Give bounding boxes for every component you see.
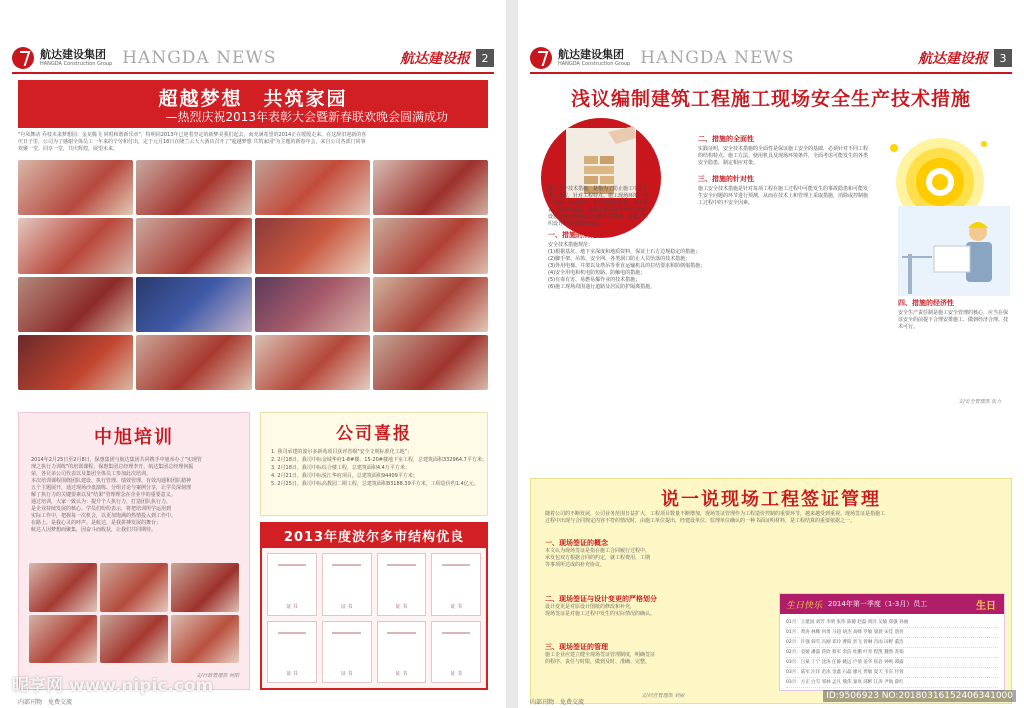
certificate [322, 621, 372, 684]
article-paragraph: 施工安全技术措施是针对每项工程在施工过程中可能发生的事故隐患和可能发生安全问题的环节进行预测，从而在技术上和管理上采取措施，消除或控制施工过程中的不安全因素。 [698, 186, 869, 206]
footer-right: 内部刊物 免费交流 [530, 699, 585, 706]
section-heading: 三、措施的针对性 [698, 175, 754, 183]
event-photo [373, 277, 488, 332]
event-photo-grid [18, 160, 488, 390]
article-line: 安全技术措施规范： [548, 242, 594, 248]
article-intro [18, 132, 488, 153]
notice-title: 公司喜报 [336, 424, 412, 444]
paper-title: 航达建设报 [400, 51, 470, 67]
intro-line: 庆日子里，公司为了感谢全体员工一年来的辛劳和付出，定于元月18日在隆兰云天大酒店召开了"超越梦想 共筑家园"为主题的新春年会，来自公司各部门同事 [18, 139, 366, 145]
notice-box [260, 412, 488, 516]
article-line: 备、变配电设施、架设工具以及各项安全防护 [548, 207, 649, 213]
visa-intro [545, 511, 997, 525]
notice-item: 1. 我司承建的波尔多新苑项目获评省级"安全文明标准化工地"； [271, 449, 412, 455]
event-photo [18, 277, 133, 332]
page-number: 2 [476, 49, 494, 67]
training-line: 2014年2月25日至2月8日，保惠集团与航达集团共同携手中旭举办了"实现管 [31, 457, 202, 463]
certificate [377, 621, 427, 684]
training-line: 航达人因梦想而聚集，因奋斗而收获，让我们共同期待。 [31, 527, 157, 533]
visa-management-box [530, 478, 1012, 704]
visa-intro-line: 过程中出现与合同规定内容不符的情况时，由施工单位提出，经建设单位、监理单位确认的一种书面证明材料，是工程结算的重要依据之一。 [545, 518, 856, 524]
event-photo [136, 160, 251, 215]
notice-item: 4. 2月21日，我司中标悦江华府项目，总建筑面积94409平方米； [271, 473, 418, 479]
certificate [431, 553, 481, 616]
event-photo [255, 160, 370, 215]
visa-line: 本文认为现场签证是指在施工合同履行过程中， [545, 548, 651, 554]
page-gutter [506, 0, 518, 708]
event-photo [255, 335, 370, 390]
article-column-1 [548, 186, 706, 291]
visa-line: 设计变更是对原设计图纸的修改和补充， [545, 604, 636, 610]
birthday-row: 03月：吕斌 丁宁 沈涛 任静 姚远 卢倩 姜华 崔岩 钟鸣 谭露 [786, 658, 998, 668]
company-logo-icon [530, 47, 552, 69]
certificate [377, 553, 427, 616]
article-line: (6)施工现场周围通行道路及居民防护隔离措施。 [548, 284, 656, 290]
certificate-banner: 2013年度波尔多市结构优良 [260, 522, 488, 548]
safety-article-credit: 文/安全管理部 张力 [958, 399, 1002, 405]
section-heading: 四、措施的经济性 [898, 299, 954, 307]
safety-article-title: 浅议编制建筑工程施工现场安全生产技术措施 [570, 88, 971, 110]
visa-line: 等事项所达成的补充协议。 [545, 562, 606, 568]
training-line: 在路上，是我心灵的呼声。是航达，是我拼搏发展的舞台； [31, 520, 162, 526]
article-line: 工方法、劳动组织、作业使用的机械、动力设 [548, 200, 649, 206]
visa-section-1 [545, 539, 765, 569]
article-line: 织设计的重要组成部分。 [548, 221, 604, 227]
article-line: (1)根据基坑、地下室深度和地质资料，保证土石方边规稳定的措施； [548, 249, 701, 255]
company-logo-icon [12, 47, 34, 69]
training-line: 通过培训，大家一致认为：提升个人执行力，打造团队执行力， [31, 499, 172, 505]
visa-line: 施工企业应建立健全现场签证管理制度，明确签证 [545, 652, 656, 658]
training-line: 荣，各兄弟公司代表以及集团全体员工参加此次培训。 [31, 471, 152, 477]
company-name-en: HANGDA Construction Group [558, 61, 631, 67]
footer-left: 内部刊物 免费交流 [18, 699, 73, 706]
training-credit: 文/行政管理部 何阳 [195, 673, 239, 679]
certificate [322, 553, 372, 616]
company-name-en: HANGDA Construction Group [40, 61, 113, 67]
training-photo [100, 563, 168, 612]
engineer-image [898, 206, 1010, 296]
visa-section-heading: 二、现场签证与设计变更的严格划分 [545, 595, 657, 603]
training-title: 中旭培训 [94, 427, 174, 448]
hangda-news-label: HANGDA NEWS [640, 48, 795, 68]
company-logo-text [40, 49, 112, 67]
certificate [431, 621, 481, 684]
section-heading: 二、措施的全面性 [698, 135, 754, 143]
headline-banner [18, 80, 488, 128]
left-page [0, 0, 506, 708]
training-line: 解了执行力的关键要素以及"结果"管理理念在企业中的重要意义。 [31, 492, 176, 498]
training-photo [100, 615, 168, 664]
article-line: 伤亡事故，针对工程特点、施工现场环境、施 [548, 193, 649, 199]
article-line: (4)安全用电和机电防短路、防触电的措施； [548, 270, 646, 276]
birthday-row: 01月：王建国 刘芳 李明 张伟 陈静 赵磊 周洋 吴敏 郑强 孙丽 [786, 618, 998, 628]
training-line: 实际工作中，把握每一次机会，以更加饱满的热情投入到工作中。 [31, 513, 177, 519]
notice-item: 3. 2月18日，我司中标综合楼工程，总建筑面积4.4万平方米； [271, 465, 410, 471]
training-text [31, 457, 237, 534]
watermark-text: 昵享网 www.nipic.com [12, 676, 214, 696]
article-column-3 [898, 296, 1010, 331]
article-line: (2)脚手架、吊篮、安全网、各类洞口防止人员坠落的技术措施； [548, 256, 691, 262]
birthday-list [780, 614, 1004, 692]
certificate-grid [260, 548, 488, 690]
visa-section-heading: 一、现场签证的概念 [545, 539, 608, 547]
visa-article-credit: 文/经营管理部 刘丽 [641, 693, 685, 699]
right-page [518, 0, 1024, 708]
training-photo-grid [29, 563, 239, 663]
article-line: (5)有毒有害、易燃易爆作业的技术措施； [548, 277, 641, 283]
visa-line: 现场签证是对施工过程中发生的实际情况的确认。 [545, 611, 656, 617]
training-photo [171, 615, 239, 664]
article-line: 设施等制定的确保安全施工的措施，是施工组 [548, 214, 649, 220]
training-photo [29, 563, 97, 612]
training-line: 理之执行力训练"的培训课程，保惠集团总经理李开，航达集团总经理何振 [31, 464, 194, 470]
birthday-row: 01月：黄涛 林娜 何勇 马超 胡杰 高峰 罗敏 梁晨 宋佳 唐亮 [786, 628, 998, 638]
event-photo [255, 277, 370, 332]
watermark-id: ID:9506923 NO:20180316152406341000 [823, 690, 1016, 702]
visa-section-3 [545, 643, 765, 666]
company-name: 航达建设集团 [40, 48, 106, 61]
birthday-header-text: 2014年第一季度（1-3月）员工 [828, 600, 928, 608]
article-paragraph: 实践证明，安全技术措施的全面性是保证施工安全的基础，必须针对不同工程的结构特点、施工方法、使用机具及现场环境条件，全面考虑可能发生的各类安全隐患，制定相应对策。 [698, 146, 869, 166]
page-number: 3 [994, 49, 1012, 67]
article-line: 施工安全技术措施，是指为了防止施工中发生 [548, 186, 649, 192]
event-photo [18, 160, 133, 215]
birthday-panel [779, 593, 1005, 691]
section-heading: 一、措施的规范 [548, 231, 597, 239]
training-box [18, 412, 250, 690]
event-photo [136, 218, 251, 273]
event-photo [255, 218, 370, 273]
event-photo [136, 277, 251, 332]
birthday-badge: 生日快乐 [786, 600, 823, 611]
event-photo [136, 335, 251, 390]
visa-article-title: 说一说现场工程签证管理 [661, 489, 881, 510]
training-photo [171, 563, 239, 612]
training-line: 本次培训课程围绕团队建设、执行管理、绩效管理、有效沟通和团队精神 [31, 478, 192, 484]
intro-line: "丹凤舞动 乔枝未来梦想园：金龙腾飞 同唱和谐新乐章"，特明同2013年已迎着坚定的新梦美我们起去，而充满希望的2014正在缓缓走来。在这辞旧迎新的喜 [18, 132, 367, 138]
headline-subtitle: —热烈庆祝2013年表彰大会暨新春联欢晚会圆满成功 [165, 110, 448, 124]
visa-section-2 [545, 595, 765, 618]
training-line: 是企业持续发展的核心。学员们纷纷表示，将把培训所学运用到 [31, 506, 172, 512]
company-logo-text [558, 49, 630, 67]
visa-line: 的程序、责任与时限，做到及时、准确、完整。 [545, 659, 651, 665]
event-photo [18, 335, 133, 390]
visa-intro-line: 随着公司的不断发展，公司业务范围日益扩大，工程项目数量不断增加，现场签证管理作为工程造价控制的重要环节，越来越受到重视。现场签证是指施工 [545, 511, 886, 517]
masthead-left [12, 44, 494, 74]
event-photo [373, 335, 488, 390]
birthday-row: 03月：陆军 汪洋 范冰 金鑫 石磊 廖凡 贾敏 夏天 韦东 付蓉 [786, 668, 998, 678]
training-photo [29, 615, 97, 664]
event-photo [18, 218, 133, 273]
article-paragraph: 安全生产责任制是施工安全管理的核心，应当在保证安全的前提下合理安排施工，做到经济合理、技术可行。 [898, 310, 1009, 330]
certificate [267, 621, 317, 684]
birthday-row: 03月：方正 白雪 邹林 孟凡 熊伟 秦岚 邱彬 江涛 尹航 薛红 [786, 678, 998, 688]
company-name: 航达建设集团 [558, 48, 624, 61]
article-line: (3)外用电梯、井架以及塔吊等垂直运输机具的拉结要求和防倒塌措施； [548, 263, 706, 269]
birthday-row: 02月：许强 韩雪 冯刚 邓玲 曹阳 彭飞 曾琳 肖雨 田野 董浩 [786, 638, 998, 648]
visa-line: 承发包双方根据合同的约定，就工程费用、工期 [545, 555, 651, 561]
birthday-row: 02月：袁媛 潘磊 蒋欣 蔡军 余洁 杜鹏 叶青 程凯 魏然 苏娟 [786, 648, 998, 658]
notice-item: 5. 2月25日，我司中标高教园二期工程，总建筑面积83188.39平方米，工程造价约1.4亿元。 [271, 481, 479, 487]
birthday-header [780, 594, 1004, 614]
paper-title: 航达建设报 [918, 51, 988, 67]
certificate [267, 553, 317, 616]
birthday-char: 生日 [976, 600, 996, 612]
event-photo [373, 218, 488, 273]
training-line: 五个主题展开，通过现场沙盘演练、分组讨论与案例分享，让学员深刻理 [31, 485, 192, 491]
masthead-right [530, 44, 1012, 74]
intro-line: 欢聚一堂，同享一堂，共庆辉煌，展望未来。 [18, 146, 119, 152]
visa-section-heading: 三、现场签证的管理 [545, 643, 608, 651]
event-photo [373, 160, 488, 215]
notice-list [271, 448, 487, 488]
hangda-news-label: HANGDA NEWS [122, 48, 277, 68]
notice-item: 2. 2月18日，我司中标金域华府1-8#楼、15-20#楼地下室工程，总建筑面积332964.7平方米； [271, 457, 487, 463]
article-column-2 [698, 132, 868, 207]
headline-title: 超越梦想 共筑家园 [158, 88, 348, 110]
